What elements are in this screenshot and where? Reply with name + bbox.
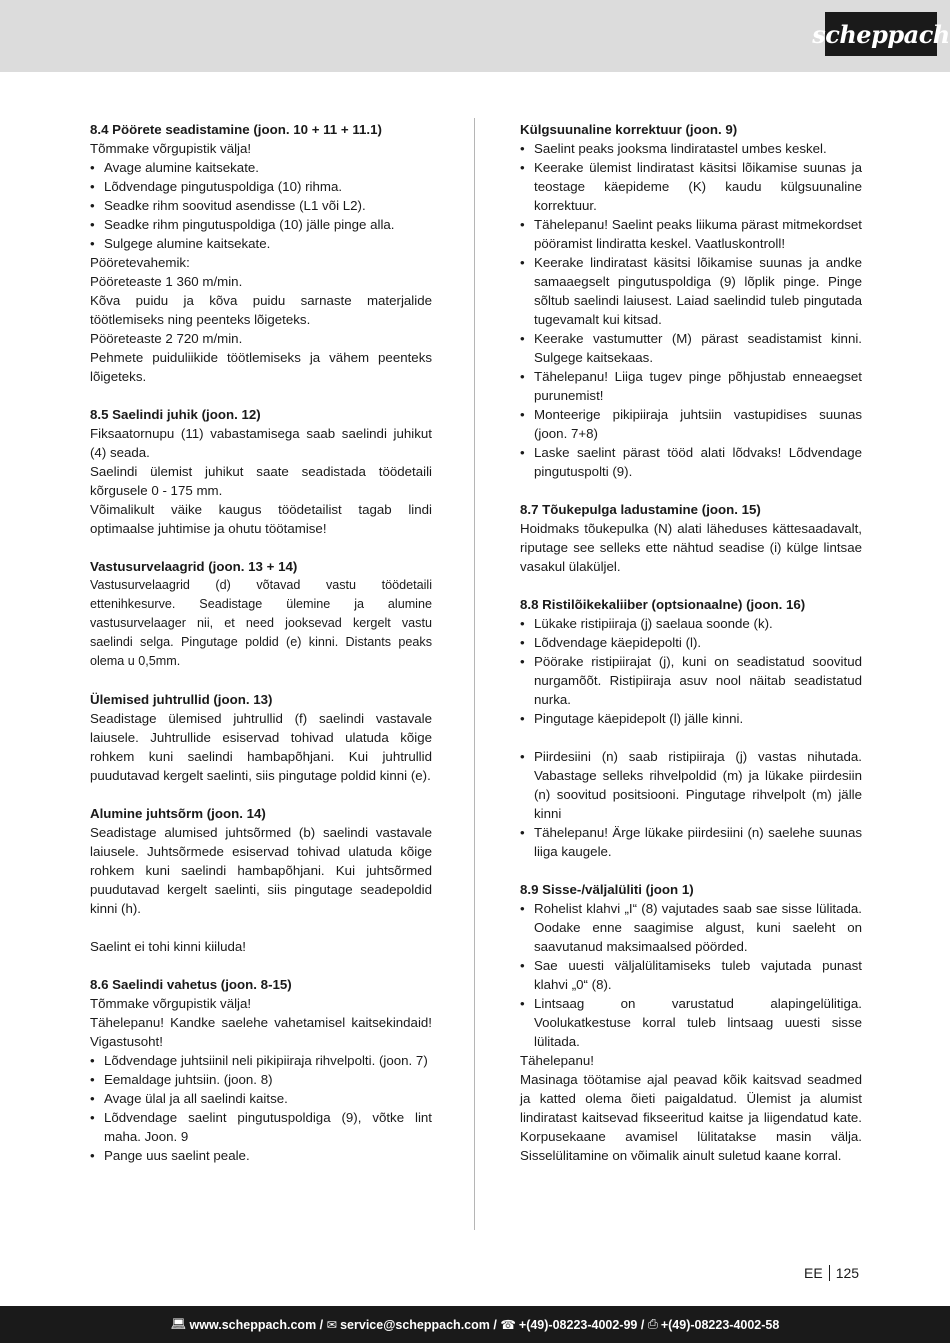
column-divider — [474, 118, 475, 1230]
paragraph: Fiksaatornupu (11) vabastamisega saab saelindi juhikut (4) seada. — [90, 426, 432, 460]
list-item: • Rohelist klahvi „I“ (8) vajutades saab sae sisse lülitada. Oodake enne saagimise algust, kuni saeleht on saavutanud maksimaalsed pöörded. — [520, 899, 862, 956]
paragraph: Tähelepanu! Kandke saelehe vahetamisel kaitsekindaid! Vigastusoht! — [90, 1015, 432, 1049]
list-item: • Seadke rihm pingutuspoldiga (10) jälle pinge alla. — [90, 215, 432, 234]
list-item: • Lõdvendage saelint pingutuspoldiga (9), võtke lint maha. Joon. 9 — [90, 1108, 432, 1146]
paragraph: Pööreteaste 2 720 m/min. — [90, 331, 243, 346]
section-kylgsuunaline-korrektuur — [520, 120, 862, 481]
footer-fax: +(49)-08223-4002-58 — [660, 1317, 780, 1332]
logo-text: scheppach — [812, 19, 950, 49]
bullet-list — [90, 1051, 432, 1165]
scheppach-logo — [812, 12, 950, 56]
paragraph: Tähelepanu! — [520, 1053, 594, 1068]
section-8-9 — [520, 880, 862, 1165]
list-item: • Lintsaag on varustatud alapingelülitiga. Voolukatkestuse korral tuleb lintsaag uuesti sisse lülitada. — [520, 994, 862, 1051]
list-item: • Piirdesiini (n) saab ristipiiraja (j) vastas nihutada. Vabastage selleks rihvelpoldid (m) ja lükake piirdesiin (n) soovitud positsiooni. Pingutage rihvelpolt (m) jälle kinni — [520, 747, 862, 823]
section-8-6 — [90, 975, 432, 1165]
section-alumine-juhtsorm — [90, 804, 432, 956]
list-item: • Pöörake ristipiirajat (j), kuni on seadistatud soovitud nurgamõõt. Ristipiiraja asuv nool näitab seadistatud nurka. — [520, 652, 862, 709]
list-item: • Keerake vastumutter (M) pärast seadistamist kinni. Sulgege kaitsekaas. — [520, 329, 862, 367]
list-item: • Lükake ristipiiraja (j) saelaua soonde (k). — [520, 614, 862, 633]
computer-icon: 💻︎ — [170, 1317, 187, 1331]
list-item: • Laske saelint pärast tööd alati lõdvaks! Lõdvendage pingutuspolti (9). — [520, 443, 862, 481]
paragraph: Vastusurvelaagrid (d) võtavad vastu töödetaili ettenihkesurve. Seadistage ülemine ja alumine vastusurvelaager nii, et need jooksevad kergelt vastu saelindi selga. Pingutage poldid (e) kinni. Distants peaks olema u 0,5mm. — [90, 578, 432, 668]
list-item: • Sulgege alumine kaitsekate. — [90, 234, 432, 253]
list-item: • Sae uuesti väljalülitamiseks tuleb vajutada punast klahvi „0“ (8). — [520, 956, 862, 994]
paragraph: Pehmete puiduliikide töötlemiseks ja vähem peenteks lõigeteks. — [90, 350, 432, 384]
section-title: 8.5 Saelindi juhik (joon. 12) — [90, 407, 261, 422]
list-item: • Tähelepanu! Ärge lükake piirdesiini (n) saelehe suunas liiga kaugele. — [520, 823, 862, 861]
paragraph: Seadistage alumised juhtsõrmed (b) saelindi vastavale laiusele. Juhtsõrmede esiservad tohivad ulatuda kõige rohkem kuni saelindi hambapõhjani. Kui juhtsõrmed puudutavad kergelt saelinti, siis pingutage seadepoldid kinni (h). — [90, 825, 432, 916]
spacer — [520, 728, 862, 747]
paragraph: Saelint ei tohi kinni kiiluda! — [90, 939, 246, 954]
mail-icon: ✉︎ — [326, 1318, 338, 1332]
footer-phone: +(49)-08223-4002-99 / — [518, 1317, 645, 1332]
section-title: 8.6 Saelindi vahetus (joon. 8-15) — [90, 977, 292, 992]
list-item: • Avage alumine kaitsekate. — [90, 158, 432, 177]
section-title: 8.4 Pöörete seadistamine (joon. 10 + 11 + 11.1) — [90, 122, 382, 137]
paragraph: Seadistage ülemised juhtrullid (f) saelindi vastavale laiusele. Juhtrullide esiservad tohivad ulatuda kõige rohkem kuni saelindi hambapõhjani. Kui juhtrullid puudutavad kergelt saelinti, siis pingutage poldid kinni (e). — [90, 711, 432, 783]
section-title: Alumine juhtsõrm (joon. 14) — [90, 806, 266, 821]
section-title: 8.9 Sisse-/väljalüliti (joon 1) — [520, 882, 694, 897]
paragraph: Tõmmake võrgupistik välja! — [90, 141, 252, 156]
section-8-7 — [520, 500, 862, 576]
header-bar — [0, 0, 950, 72]
section-ylemised-juhtrullid — [90, 690, 432, 785]
section-8-5 — [90, 405, 432, 538]
paragraph: Masinaga töötamise ajal peavad kõik kaitsvad seadmed ja katted olema õieti paigaldatud. Ülemist ja alumist lindiratast kaitsevad fikseeritud kaitse ja liigendatud kate. Korpusekaane avamisel lülitatakse masin välja. Sisselülitamine on võimalik ainult suletud kaane korral. — [520, 1072, 862, 1163]
bullet-list — [90, 158, 432, 253]
list-item: • Monteerige pikipiiraja juhtsiin vastupidises suunas (joon. 7+8) — [520, 405, 862, 443]
list-item: • Saelint peaks jooksma lindiratastel umbes keskel. — [520, 139, 862, 158]
paragraph: Saelindi ülemist juhikut saate seadistada töödetaili kõrgusele 0 - 175 mm. — [90, 464, 432, 498]
paragraph: Kõva puidu ja kõva puidu sarnaste materjalide töötlemiseks ning peenteks lõigeteks. — [90, 293, 432, 327]
page-number-separator — [829, 1265, 830, 1281]
list-item: • Lõdvendage juhtsiinil neli pikipiiraja rihvelpolti. (joon. 7) — [90, 1051, 432, 1070]
list-item: • Tähelepanu! Liiga tugev pinge põhjustab enneaegset purunemist! — [520, 367, 862, 405]
bullet-list — [520, 747, 862, 861]
footer-email: service@scheppach.com / — [340, 1317, 497, 1332]
bullet-list — [520, 139, 862, 481]
section-vastusurvelaagrid — [90, 557, 432, 671]
bullet-list — [520, 614, 862, 728]
section-title: Ülemised juhtrullid (joon. 13) — [90, 692, 273, 707]
paragraph: Pööretevahemik: — [90, 255, 190, 270]
paragraph: Võimalikult väike kaugus töödetailist tagab lindi optimaalse juhtimise ja ohutu töötamise! — [90, 502, 432, 536]
section-title: Külgsuunaline korrektuur (joon. 9) — [520, 122, 738, 137]
list-item: • Lõdvendage käepidepolti (l). — [520, 633, 862, 652]
paragraph: Tõmmake võrgupistik välja! — [90, 996, 252, 1011]
section-8-8 — [520, 595, 862, 861]
list-item: • Pange uus saelint peale. — [90, 1146, 432, 1165]
section-8-4 — [90, 120, 432, 386]
list-item: • Avage ülal ja all saelindi kaitse. — [90, 1089, 432, 1108]
language-code: EE — [804, 1265, 823, 1281]
section-title: 8.8 Ristilõikekaliiber (optsionaalne) (joon. 16) — [520, 597, 806, 612]
list-item: • Tähelepanu! Saelint peaks liikuma pärast mitmekordset pööramist lindiratta keskel. Vaatluskontroll! — [520, 215, 862, 253]
list-item: • Pingutage käepidepolt (l) jälle kinni. — [520, 709, 862, 728]
page-number — [804, 1265, 859, 1281]
bullet-list — [520, 899, 862, 1051]
list-item: • Keerake lindiratast käsitsi lõikamise suunas ja andke samaaegselt pingutuspoldiga (9) lõplik pinge. Pinge sõltub saelindi laiusest. Laiad saelindid tuleb pingutada tugevamalt kui kitsad. — [520, 253, 862, 329]
phone-icon: ☎︎ — [500, 1318, 516, 1332]
footer-website: www.scheppach.com / — [189, 1317, 324, 1332]
fax-icon: ⎙ — [647, 1317, 658, 1331]
list-item: • Lõdvendage pingutuspoldiga (10) rihma. — [90, 177, 432, 196]
spacer — [90, 918, 432, 937]
list-item: • Eemaldage juhtsiin. (joon. 8) — [90, 1070, 432, 1089]
page-number-value: 125 — [835, 1265, 860, 1281]
section-title: Vastusurvelaagrid (joon. 13 + 14) — [90, 559, 298, 574]
paragraph: Pööreteaste 1 360 m/min. — [90, 274, 243, 289]
section-title: 8.7 Tõukepulga ladustamine (joon. 15) — [520, 502, 761, 517]
left-column — [90, 120, 432, 1165]
footer-bar — [0, 1306, 950, 1343]
right-column — [520, 120, 862, 1165]
list-item: • Keerake ülemist lindiratast käsitsi lõikamise suunas ja teostage käepideme (K) kaudu külgsuunaline korrektuur. — [520, 158, 862, 215]
list-item: • Seadke rihm soovitud asendisse (L1 või L2). — [90, 196, 432, 215]
paragraph: Hoidmaks tõukepulka (N) alati läheduses kättesaadavalt, riputage see selleks ette nähtud seadise (i) külge lintsae vasakul ülaküljel. — [520, 521, 862, 574]
